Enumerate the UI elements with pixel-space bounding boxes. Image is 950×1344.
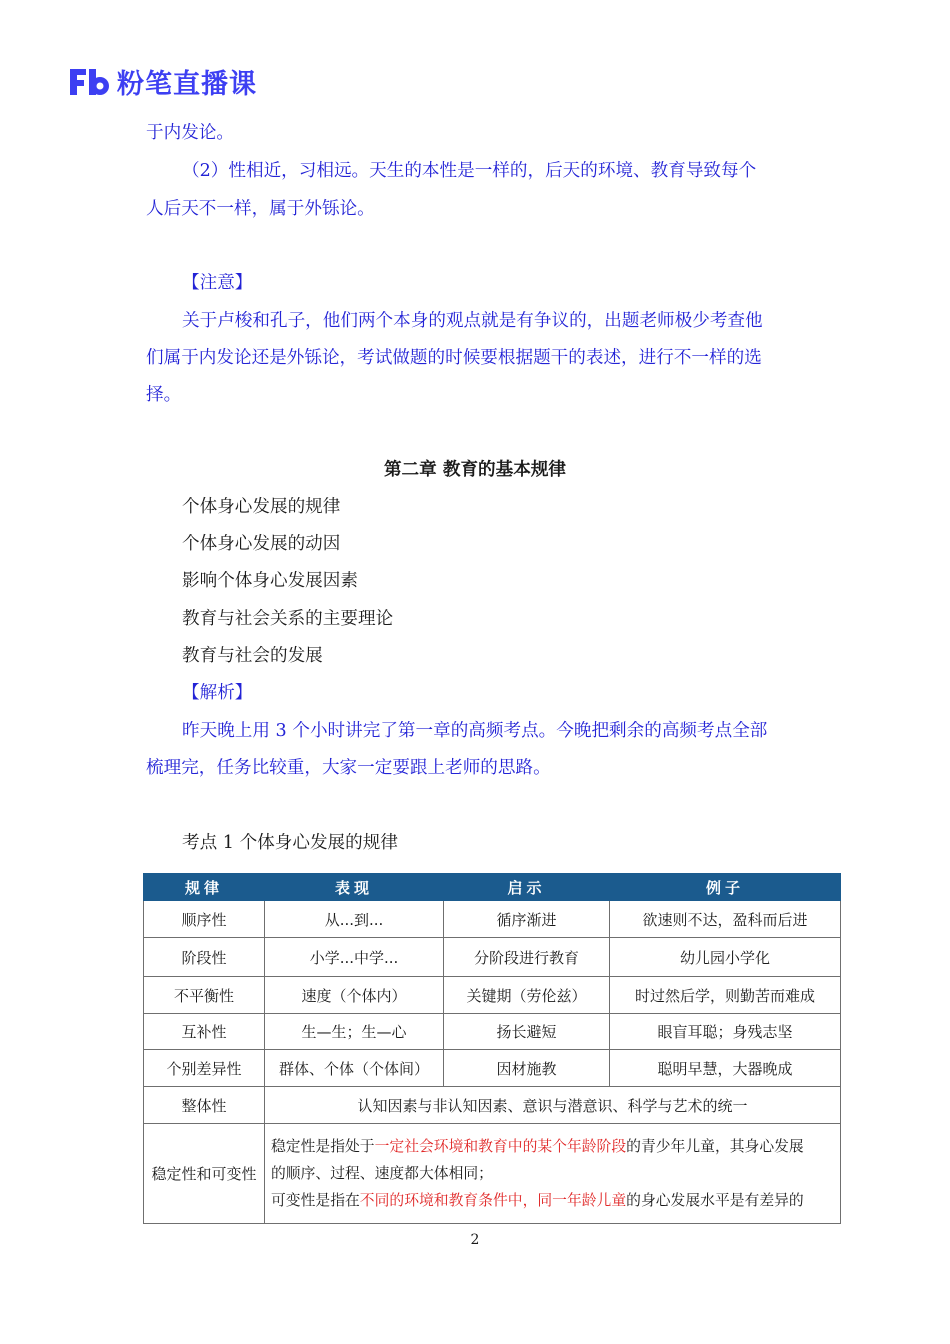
column-header: 启示 [444, 874, 610, 901]
text-span: 可变性是指在 [271, 1192, 360, 1209]
table-header-row [144, 874, 841, 901]
table-cell: 聪明早慧，大器晚成 [610, 1050, 841, 1087]
table-cell: 扬长避短 [444, 1014, 610, 1050]
column-header: 表现 [265, 874, 444, 901]
section-heading: 考点 1 个体身心发展的规律 [182, 833, 398, 853]
toc-item: 教育与社会关系的主要理论 [182, 609, 394, 629]
table-row [144, 1014, 841, 1050]
paragraph-line: 们属于内发论还是外铄论，考试做题的时候要根据题干的表述，进行不一样的选 [146, 348, 762, 368]
table-cell: 互补性 [144, 1014, 265, 1050]
table-cell: 幼儿园小学化 [610, 938, 841, 977]
table-row [144, 1124, 841, 1224]
highlight-text: 不同的环境和教育条件中，同一年龄儿童 [359, 1192, 627, 1209]
table-cell: 不平衡性 [144, 977, 265, 1014]
column-header: 规律 [144, 874, 265, 901]
table-cell: 个别差异性 [144, 1050, 265, 1087]
table-cell: 眼盲耳聪；身残志坚 [610, 1014, 841, 1050]
paragraph-line: 择。 [146, 385, 182, 405]
table-cell: 欲速则不达，盈科而后进 [610, 901, 841, 938]
stability-line: 的顺序、过程、速度都大体相同； [271, 1165, 493, 1182]
table-cell: 关键期（劳伦兹） [444, 977, 610, 1014]
paragraph-line: 于内发论。 [146, 123, 234, 143]
paragraph-line: 梳理完，任务比较重，大家一定要跟上老师的思路。 [146, 758, 551, 778]
fb-logo-icon [67, 65, 111, 99]
brand-logo [67, 62, 257, 101]
paragraph-line: （2）性相近，习相远。天生的本性是一样的，后天的环境、教育导致每个 [182, 161, 757, 181]
table-cell: 生—生；生—心 [265, 1014, 444, 1050]
paragraph-line: 人后天不一样，属于外铄论。 [146, 199, 375, 219]
table-row [144, 1050, 841, 1087]
table-cell: 因材施教 [444, 1050, 610, 1087]
text-span: 稳定性是指处于 [271, 1138, 375, 1155]
analysis-label: 【解析】 [182, 683, 253, 703]
table-cell: 分阶段进行教育 [444, 938, 610, 977]
stability-description-cell [265, 1124, 841, 1224]
table-row [144, 938, 841, 977]
highlight-text: 一定社会环境和教育中的某个年龄阶段 [374, 1138, 627, 1155]
toc-item: 个体身心发展的动因 [182, 534, 341, 554]
table-cell: 阶段性 [144, 938, 265, 977]
chapter-title: 第二章 教育的基本规律 [383, 459, 567, 480]
column-header: 例子 [610, 874, 841, 901]
table-cell: 小学...中学... [265, 938, 444, 977]
table-cell: 循序渐进 [444, 901, 610, 938]
toc-item: 个体身心发展的规律 [182, 497, 341, 517]
table-cell: 顺序性 [144, 901, 265, 938]
stability-line [271, 1133, 834, 1160]
page-number: 2 [470, 1232, 480, 1248]
table-row [144, 977, 841, 1014]
table-cell: 速度（个体内） [265, 977, 444, 1014]
logo-text: 粉笔直播课 [117, 69, 257, 100]
table-row [144, 1087, 841, 1124]
table-cell: 稳定性和可变性 [144, 1124, 265, 1224]
table-cell: 群体、个体（个体间） [265, 1050, 444, 1087]
toc-item: 教育与社会的发展 [182, 646, 323, 666]
toc-item: 影响个体身心发展因素 [182, 571, 358, 591]
table-cell: 整体性 [144, 1087, 265, 1124]
variability-line [271, 1187, 834, 1214]
table-cell: 认知因素与非认知因素、意识与潜意识、科学与艺术的统一 [265, 1087, 841, 1124]
text-span: 的身心发展水平是有差异的 [626, 1192, 804, 1209]
table-row [144, 901, 841, 938]
table-cell: 从...到... [265, 901, 444, 938]
paragraph-line: 昨天晚上用 3 个小时讲完了第一章的高频考点。今晚把剩余的高频考点全部 [182, 721, 768, 741]
development-rules-table [143, 873, 841, 1224]
table-cell: 时过然后学，则勤苦而难成 [610, 977, 841, 1014]
text-span: 的青少年儿童，其身心发展 [626, 1138, 804, 1155]
note-label: 【注意】 [182, 273, 253, 293]
paragraph-line: 关于卢梭和孔子，他们两个本身的观点就是有争议的，出题老师极少考查他 [182, 311, 763, 331]
